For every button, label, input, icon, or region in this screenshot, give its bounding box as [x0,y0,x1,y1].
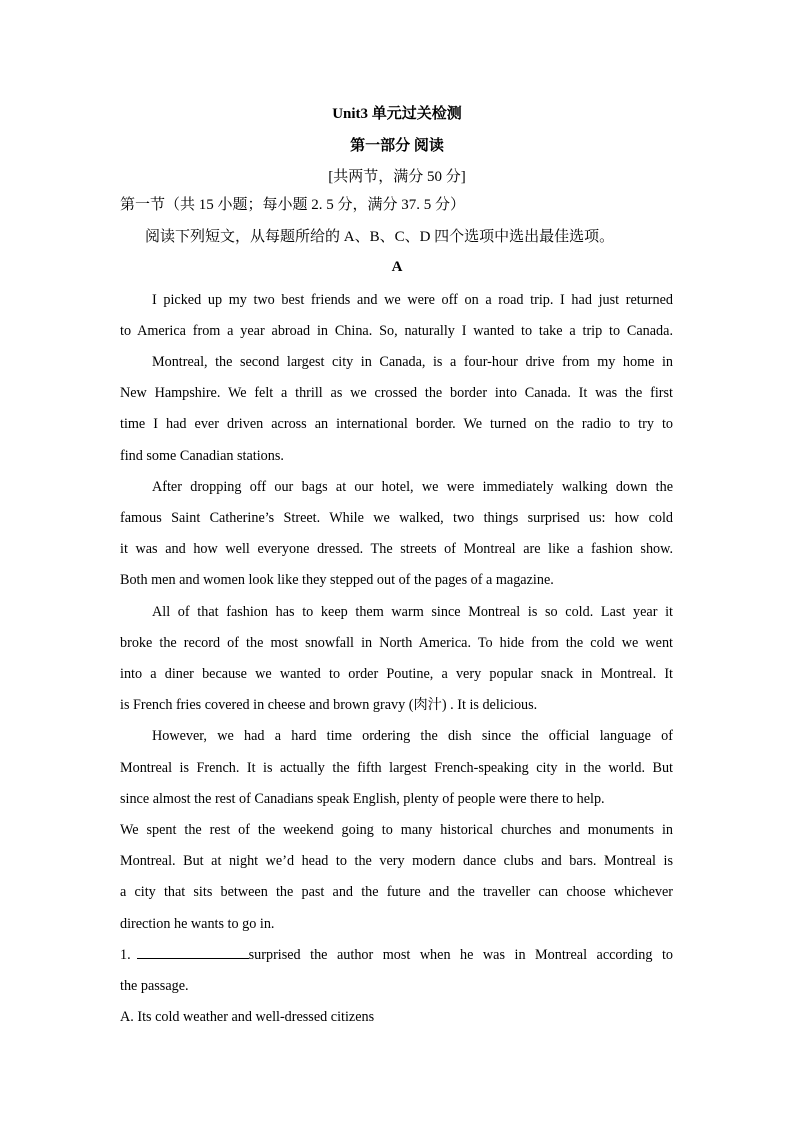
section-instruction: 阅读下列短文，从每题所给的 A、B、C、D 四个选项中选出最佳选项。 [145,229,615,245]
answer-blank [137,945,249,959]
passage-line: I picked up my two best friends and we were off on a road trip. I had just returned [152,292,673,308]
passage-line: to America from a year abroad in China. So, naturally I wanted to take a trip to Canada. [120,323,673,339]
passage-line: Montreal, the second largest city in Canada, is a four-hour drive from my home in [152,354,673,370]
passage-label: A [391,259,403,275]
part-heading: 第一部分 阅读 [350,138,444,154]
passage-line: We spent the rest of the weekend going to many historical churches and monuments in [120,822,673,838]
passage-line: broke the record of the most snowfall in North America. To hide from the cold we went [120,635,673,651]
question-1-option-a: A. Its cold weather and well-dressed citizens [120,1009,375,1025]
passage-line: time I had ever driven across an international border. We turned on the radio to try to [120,416,673,432]
question-stem-text: surprised the author most when he was in Montreal according to [248,947,673,963]
passage-line: Both men and women look like they stepped out of the pages of a magazine. [120,572,554,588]
score-note: [共两节，满分 50 分] [328,169,466,185]
passage-line: All of that fashion has to keep them warm since Montreal is so cold. Last year it [152,604,673,620]
passage-line: After dropping off our bags at our hotel, we were immediately walking down the [152,479,673,495]
passage-line: it was and how well everyone dressed. The streets of Montreal are like a fashion show. [120,541,673,557]
question-number: 1. [120,947,131,963]
document-title: Unit3 单元过关检测 [332,106,462,122]
passage-line: into a diner because we wanted to order Poutine, a very popular snack in Montreal. It [120,666,673,682]
question-1-stem [120,945,673,965]
passage-line: famous Saint Catherine’s Street. While we walked, two things surprised us: how cold [120,510,673,526]
passage-line: find some Canadian stations. [120,448,284,464]
passage-line: a city that sits between the past and the future and the traveller can choose whichever [120,884,673,900]
passage-line: However, we had a hard time ordering the dish since the official language of [152,728,673,744]
passage-line: is French fries covered in cheese and brown gravy (肉汁) . It is delicious. [120,697,538,713]
question-1-stem-line2: the passage. [120,978,189,994]
section-heading: 第一节（共 15 小题；每小题 2. 5 分，满分 37. 5 分） [120,197,466,213]
passage-line: Montreal is French. It is actually the fifth largest French-speaking city in the world. But [120,760,673,776]
passage-line: direction he wants to go in. [120,916,275,932]
passage-line: since almost the rest of Canadians speak English, plenty of people were there to help. [120,791,605,807]
passage-line: Montreal. But at night we’d head to the very modern dance clubs and bars. Montreal is [120,853,673,869]
passage-line: New Hampshire. We felt a thrill as we crossed the border into Canada. It was the first [120,385,673,401]
